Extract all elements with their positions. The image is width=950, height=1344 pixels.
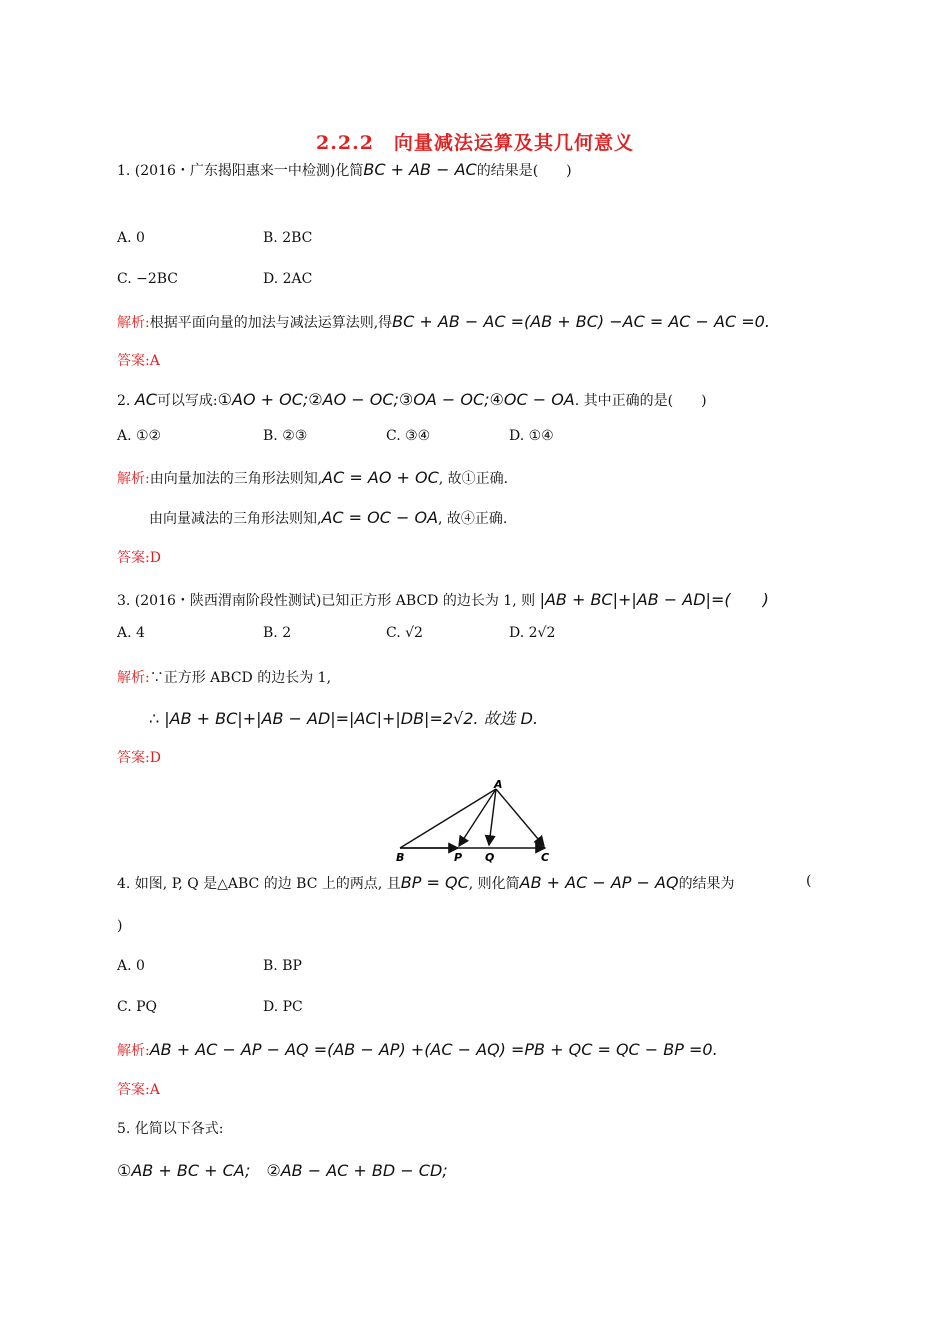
q4-option-d: D. PC — [263, 999, 303, 1015]
page-title: 2.2.2 向量减法运算及其几何意义 — [316, 132, 634, 154]
q3-answer: 答案:D — [117, 750, 161, 766]
triangle-figure — [390, 779, 560, 865]
q4-paren-open: ( — [806, 873, 812, 889]
question-5-stem: 5. 化简以下各式: — [117, 1121, 224, 1137]
q2-answer: 答案:D — [117, 550, 161, 566]
q2-option-c: C. ③④ — [386, 428, 431, 444]
question-4-stem: 4. 如图, P, Q 是△ABC 的边 BC 上的两点, 且BP = QC, 则化简AB + AC − AP − AQ的结果为 — [117, 873, 735, 892]
vector-ab — [400, 789, 496, 848]
q3-option-d: D. 2√2 — [509, 625, 556, 641]
q4-answer: 答案:A — [117, 1082, 160, 1098]
q3-option-a: A. 4 — [117, 625, 145, 641]
q2-analysis-2: 由向量减法的三角形法则知,AC = OC − OA, 故④正确. — [149, 508, 508, 527]
label-b: B — [396, 851, 405, 864]
q4-paren-close: ) — [117, 918, 123, 934]
q1-expression: BC + AB − AC — [363, 160, 477, 179]
label-p: P — [454, 851, 463, 864]
label-c: C — [541, 851, 550, 864]
analysis-label: 解析: — [117, 315, 150, 331]
q4-option-b: B. BP — [263, 958, 302, 974]
q1-analysis: 解析:根据平面向量的加法与减法运算法则,得BC + AB − AC =(AB + BC) −AC = AC − AC =0. — [117, 312, 770, 331]
q3-analysis-2: ∴ |AB + BC|+|AB − AD|=|AC|+|DB|=2√2. 故选 D. — [149, 709, 539, 728]
label-a: A — [494, 779, 503, 791]
q1-answer: 答案:A — [117, 353, 160, 369]
q5-items: ①AB + BC + CA; ②AB − AC + BD − CD; — [117, 1161, 448, 1180]
question-2-stem: 2. AC可以写成:①AO + OC;②AO − OC;③OA − OC;④OC − OA. 其中正确的是( ) — [117, 390, 707, 409]
q2-option-b: B. ②③ — [263, 428, 308, 444]
q3-option-c: C. √2 — [386, 625, 423, 641]
q3-option-b: B. 2 — [263, 625, 292, 641]
q4-option-a: A. 0 — [117, 958, 145, 974]
q2-option-d: D. ①④ — [509, 428, 554, 444]
q1-option-a: A. 0 — [117, 230, 145, 246]
q1-option-d: D. 2AC — [263, 271, 313, 287]
q2-analysis-1: 解析:由向量加法的三角形法则知,AC = AO + OC, 故①正确. — [117, 468, 509, 487]
q2-option-a: A. ①② — [117, 428, 162, 444]
label-q: Q — [485, 851, 495, 864]
q1-option-b: B. 2BC — [263, 230, 313, 246]
q1-option-c: C. −2BC — [117, 271, 179, 287]
q3-analysis-1: 解析:∵正方形 ABCD 的边长为 1, — [117, 670, 332, 686]
question-3-stem: 3. (2016・陕西渭南阶段性测试)已知正方形 ABCD 的边长为 1, 则 |AB + BC|+|AB − AD|=( ) — [117, 590, 769, 609]
q4-analysis: 解析:AB + AC − AP − AQ =(AB − AP) +(AC − AQ) =PB + QC = QC − BP =0. — [117, 1040, 718, 1059]
vector-ac — [496, 789, 544, 846]
q4-option-c: C. PQ — [117, 999, 158, 1015]
question-1-stem: 1. (2016・广东揭阳惠来一中检测)化简BC + AB − AC的结果是( ) — [117, 160, 572, 179]
